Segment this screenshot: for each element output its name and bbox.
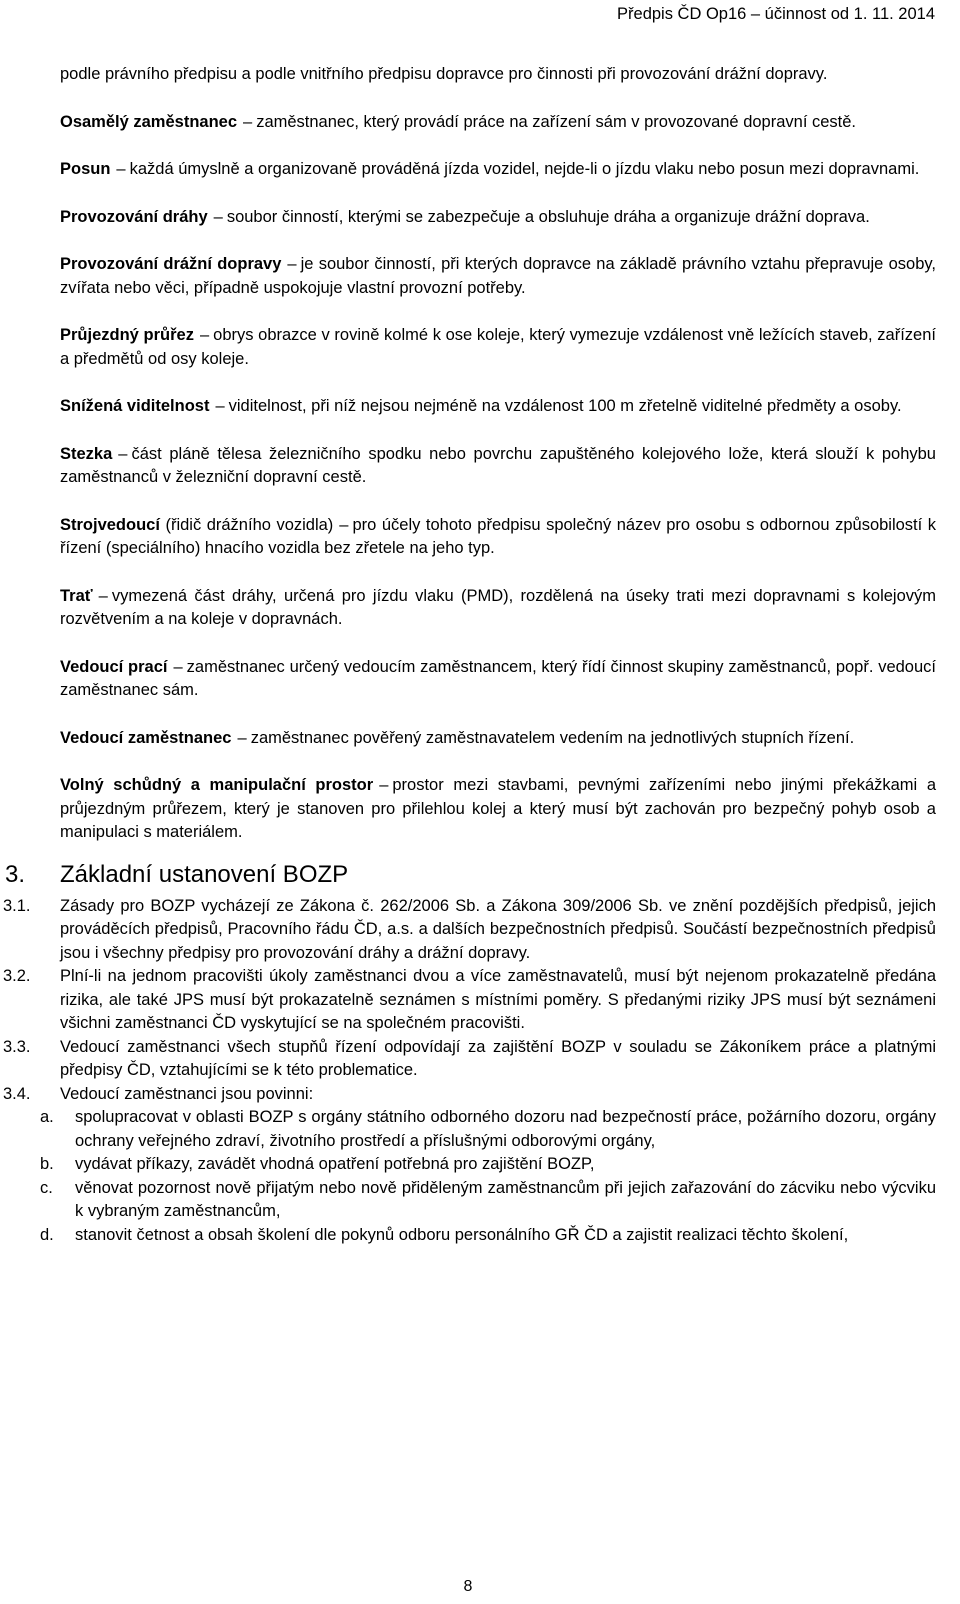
clause-number: 3.3. — [3, 1037, 31, 1056]
definition-item — [60, 656, 936, 703]
definition-item — [60, 158, 936, 182]
definition-text: je soubor činností, při kterých dopravce na základě právního vztahu přepravuje osoby, zvířata nebo věci, případně uspokojuje vlastní provozní potřeby. — [60, 255, 936, 297]
definition-text: prostor mezi stavbami, pevnými zařízeními nebo jinými překážkami a průjezdným průřezem, který je stanoven pro přilehlou kolej a který musí být zachován pro bezpečný pohyb osob a manipulaci s materiálem. — [60, 776, 937, 841]
clause-text: Vedoucí zaměstnanci všech stupňů řízení odpovídají za zajištění BOZP v souladu se Zákoníkem práce a platnými předpisy ČD, vztahujícími se k této problematice. — [60, 1037, 936, 1079]
list-item-text: vydávat příkazy, zavádět vhodná opatření potřebná pro zajištění BOZP, — [75, 1155, 595, 1173]
section-heading — [5, 859, 936, 891]
definition-dash: – — [199, 326, 210, 344]
definition-dash: – — [118, 444, 128, 463]
clause-item — [3, 965, 936, 1036]
definition-term: Průjezdný průřez — [60, 326, 194, 344]
definition-dash: – — [215, 397, 225, 415]
definition-term: Posun — [60, 160, 111, 178]
section-title: Základní ustanovení BOZP — [60, 860, 349, 888]
definition-dash: – — [98, 586, 108, 605]
list-item-text: spolupracovat v oblasti BOZP s orgány státního odborného dozoru nad bezpečností práce, požárního dozoru, orgány ochrany veřejného zdraví, životního prostředí a příslušnými odborovými orgány, — [75, 1108, 936, 1150]
clause-item — [3, 1083, 936, 1107]
definition-term: Vedoucí prací — [60, 657, 168, 676]
definition-dash: – — [379, 776, 389, 794]
definition-term: Strojvedoucí — [60, 515, 160, 534]
definition-item — [60, 111, 936, 135]
definition-text: každá úmyslně a organizovaně prováděná jízda vozidel, nejde-li o jízdu vlaku nebo posun mezi dopravnami. — [129, 160, 920, 178]
definition-term: Osamělý zaměstnanec — [60, 112, 238, 131]
definition-item — [60, 253, 936, 300]
page-header: Předpis ČD Op16 – účinnost od 1. 11. 2014 — [617, 5, 935, 23]
definition-text: obrys obrazce v rovině kolmé k ose koleje, který vymezuje vzdálenost vně ležících staveb, zařízení a předmětů od osy koleje. — [60, 326, 936, 368]
definition-item — [60, 727, 936, 751]
definition-dash: – — [243, 112, 253, 131]
definition-dash: – — [237, 728, 247, 747]
list-item — [40, 1153, 936, 1177]
definition-text: vymezená část dráhy, určená pro jízdu vlaku (PMD), rozdělená na úseky trati mezi dopravnami s kolejovým rozvětvením a na koleje v dopravnách. — [60, 586, 936, 628]
list-item-letter: d. — [40, 1225, 54, 1244]
clause-text: Vedoucí zaměstnanci jsou povinni: — [60, 1084, 314, 1103]
definition-term: Provozování dráhy — [60, 207, 208, 226]
definition-text: viditelnost, při níž nejsou nejméně na vzdálenost 100 m zřetelně viditelné předměty a osoby. — [228, 397, 902, 415]
list-item-text: věnovat pozornost nově přijatým nebo nově přiděleným zaměstnancům při jejich zařazování do zácviku nebo výcviku k vybraným zaměstnancům, — [75, 1178, 936, 1220]
definition-item — [60, 443, 936, 490]
clause-item — [3, 1036, 936, 1083]
document-body — [3, 63, 937, 1247]
definition-term: Provozování drážní dopravy — [60, 255, 282, 273]
definition-dash: – — [339, 515, 349, 534]
definition-dash: – — [116, 160, 126, 178]
clause-item — [3, 895, 936, 966]
definition-item — [60, 774, 936, 845]
definition-text: zaměstnanec, který provádí práce na zařízení sám v provozované dopravní cestě. — [256, 112, 857, 131]
intro-continuation: podle právního předpisu a podle vnitřního předpisu dopravce pro činnosti při provozování drážní dopravy. — [60, 65, 828, 83]
definition-text: soubor činností, kterými se zabezpečuje a obsluhuje dráha a organizuje drážní doprava. — [226, 207, 870, 226]
definition-dash: – — [213, 207, 223, 226]
list-item-letter: a. — [40, 1108, 54, 1126]
list-item — [40, 1177, 936, 1224]
definition-item — [60, 514, 936, 561]
definition-item — [60, 585, 936, 632]
definition-dash: – — [287, 255, 297, 273]
definition-dash: – — [173, 657, 183, 676]
list-item-text: stanovit četnost a obsah školení dle pokynů odboru personálního GŘ ČD a zajistit realizaci těchto školení, — [75, 1225, 849, 1244]
definition-text: část pláně tělesa železničního spodku nebo povrchu zapuštěného kolejového lože, která slouží k pohybu zaměstnanců v železniční dopravní cestě. — [60, 444, 936, 486]
list-item — [40, 1224, 936, 1248]
definition-term: Volný schůdný a manipulační prostor — [60, 776, 374, 794]
definition-item — [60, 324, 936, 371]
clause-text: Zásady pro BOZP vycházejí ze Zákona č. 262/2006 Sb. a Zákona 309/2006 Sb. ve znění pozdějších předpisů, jejich prováděcích předpisů, Pracovního řádu ČD, a.s. a dalších bezpečnostních předpisů. Součástí bezpečnostních předpisů jsou i všechny předpisy pro provozování dráhy a drážní dopravy. — [60, 896, 936, 962]
clause-number: 3.4. — [3, 1084, 31, 1103]
definition-term: Trať — [60, 586, 93, 605]
list-item — [40, 1106, 936, 1153]
definition-term-suffix: (řidič drážního vozidla) — [159, 515, 334, 534]
definition-text: zaměstnanec pověřený zaměstnavatelem vedením na jednotlivých stupních řízení. — [250, 728, 855, 747]
definition-text: pro účely tohoto předpisu společný název pro osobu s odbornou způsobilostí k řízení (speciálního) hnacího vozidla bez zřetele na jeho typ. — [60, 515, 936, 557]
clause-text: Plní-li na jednom pracovišti úkoly zaměstnanci dvou a více zaměstnavatelů, musí být nejenom prokazatelně předána rizika, ale také JPS musí být prokazatelně seznámen s místními poměry. S předanými riziky JPS musí být seznámeni všichni zaměstnanci ČD vyskytující se na společném pracovišti. — [60, 967, 936, 1032]
definition-term: Snížená viditelnost — [60, 397, 210, 415]
list-item-letter: c. — [40, 1178, 53, 1197]
clause-number: 3.2. — [3, 967, 31, 985]
definition-item — [60, 206, 936, 230]
definition-item — [60, 395, 936, 419]
list-item-letter: b. — [40, 1155, 54, 1173]
definition-term: Stezka — [60, 444, 113, 463]
page-number: 8 — [463, 1578, 473, 1595]
definition-text: zaměstnanec určený vedoucím zaměstnancem, který řídí činnost skupiny zaměstnanců, popř. vedoucí zaměstnanec sám. — [60, 657, 936, 699]
clause-number: 3.1. — [3, 896, 31, 915]
section-number: 3. — [5, 860, 26, 888]
definition-term: Vedoucí zaměstnanec — [60, 728, 232, 747]
